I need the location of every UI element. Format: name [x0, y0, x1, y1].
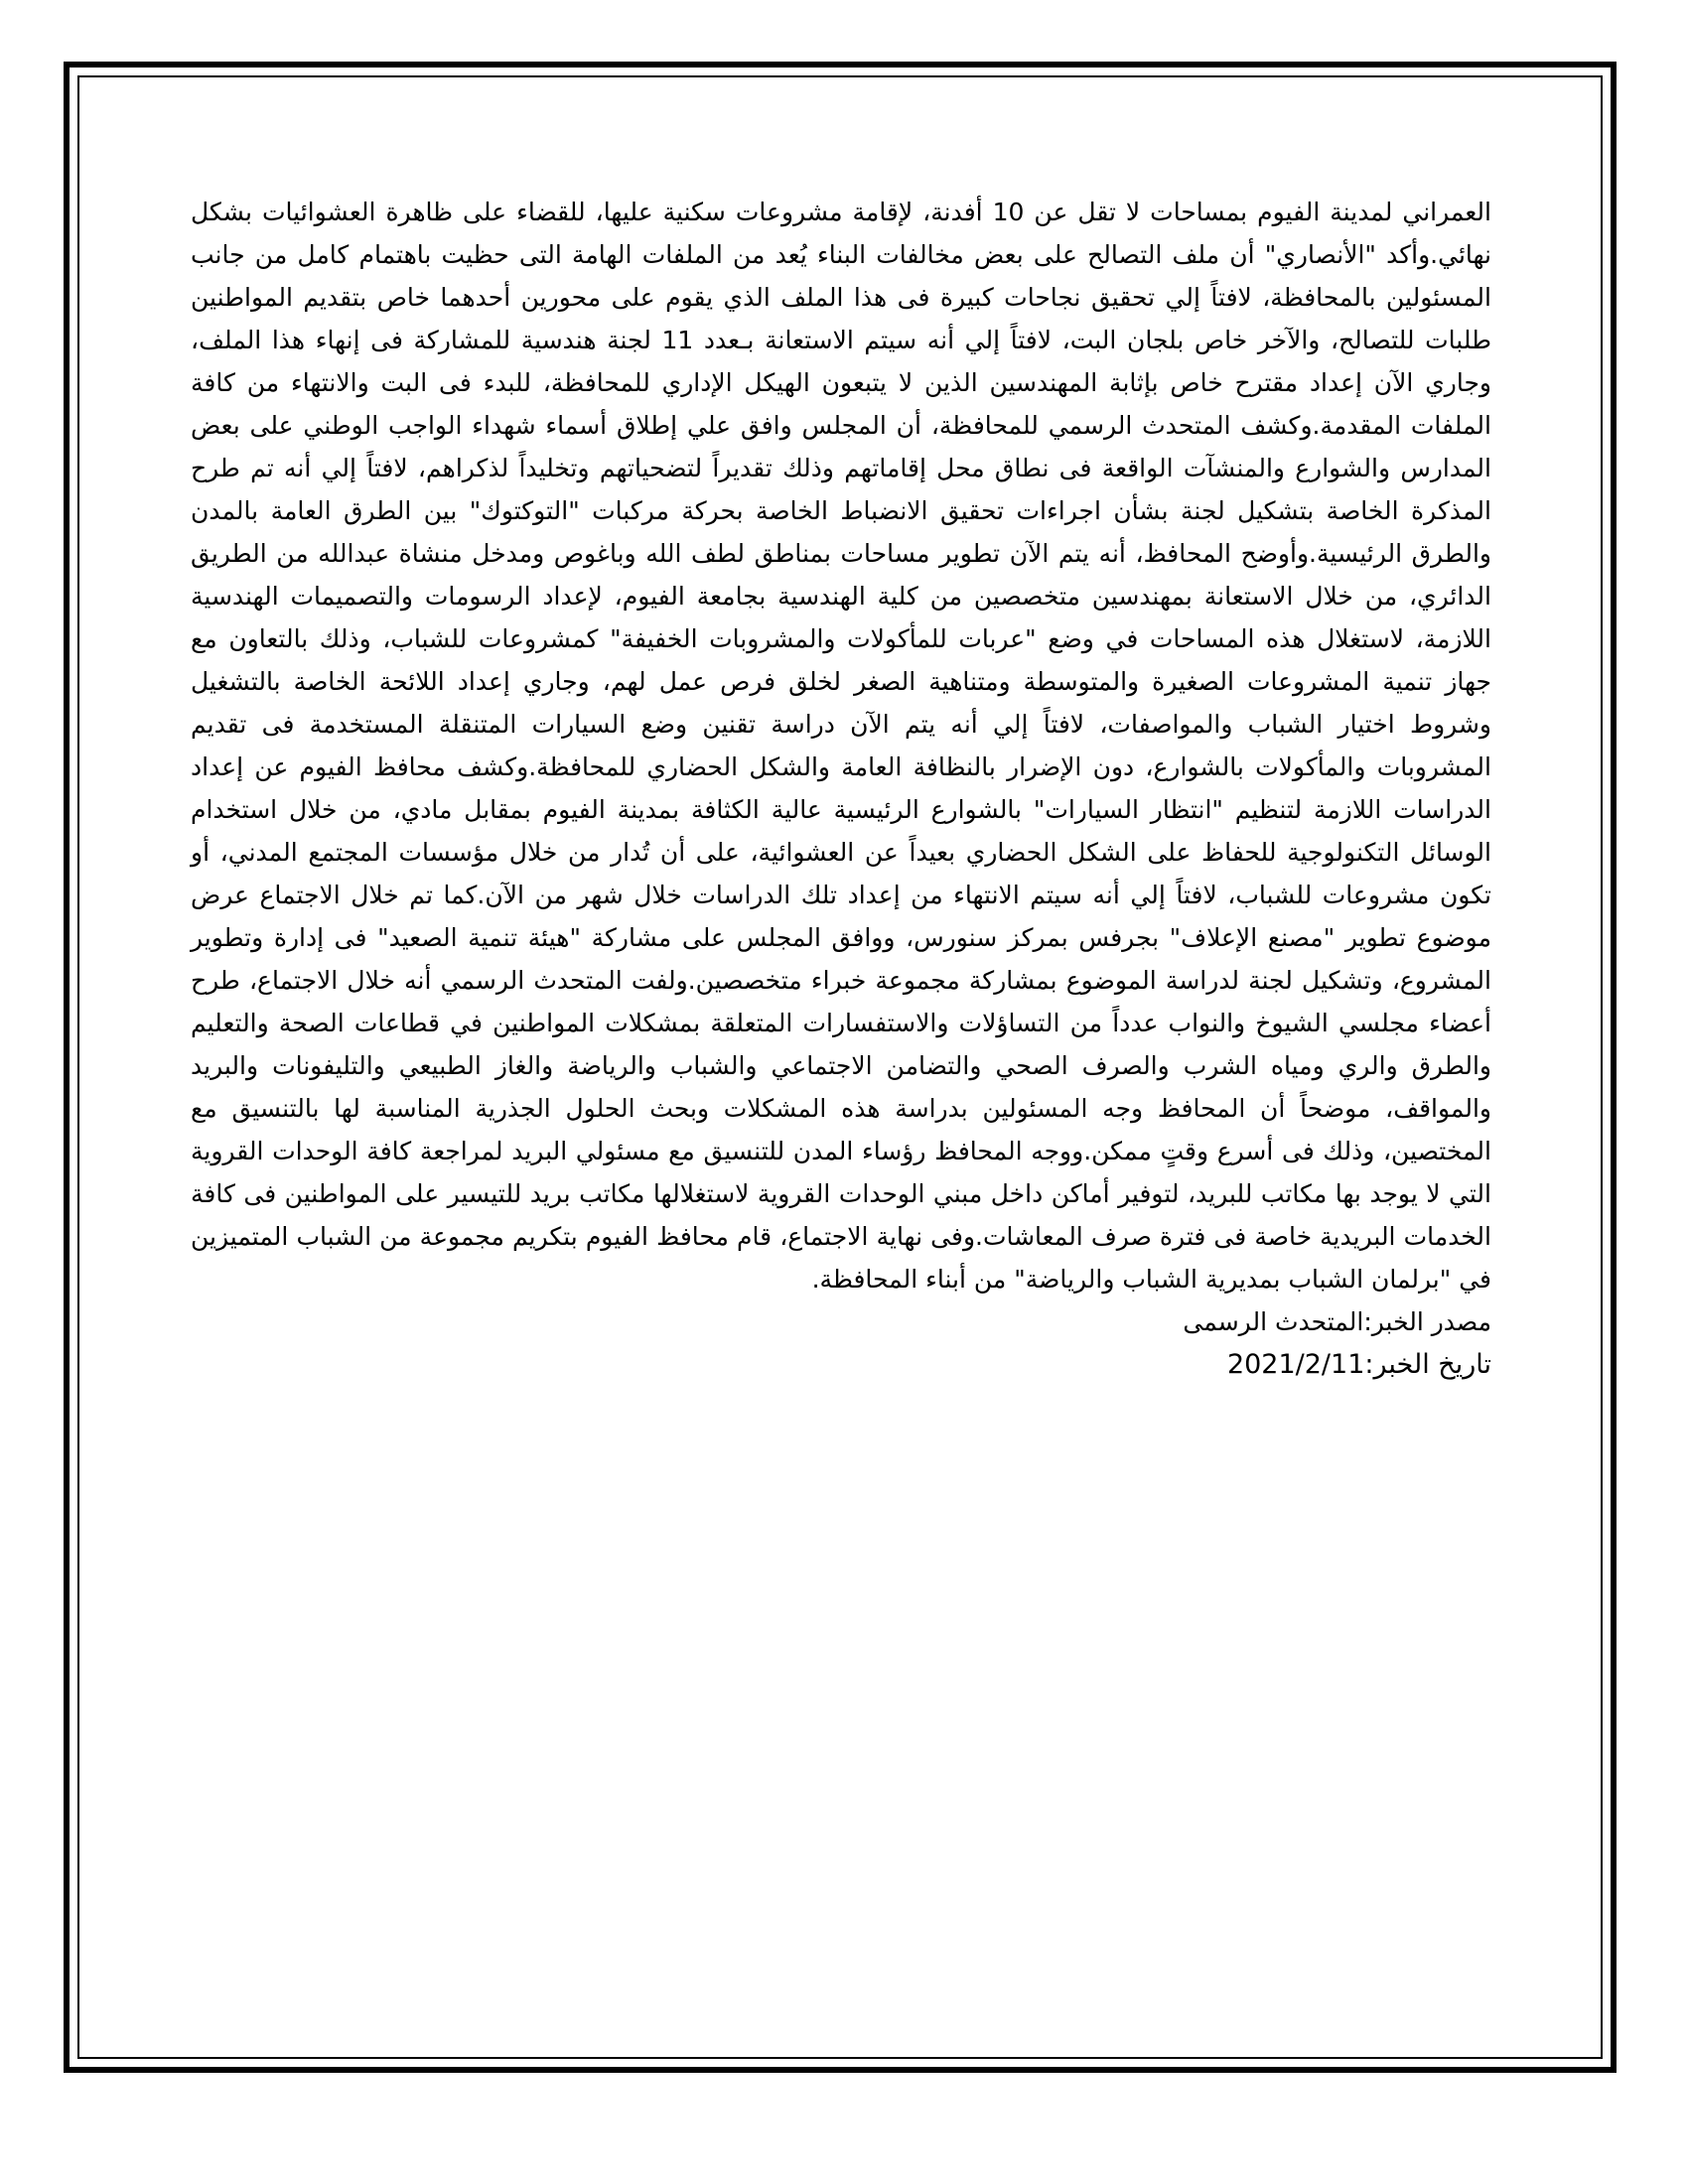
news-source-line: مصدر الخبر:المتحدث الرسمى — [1183, 1307, 1491, 1336]
document-content — [191, 191, 1491, 1386]
news-date-line: تاريخ الخبر:2021/2/11 — [1226, 1349, 1491, 1380]
news-body-paragraph: العمراني لمدينة الفيوم بمساحات لا تقل عن 10 أفدنة، لإقامة مشروعات سكنية عليها، للقضاء على ظاهرة العشوائيات بشكل نهائي.وأكد "الأنصاري" أن ملف التصالح على بعض مخالفات البناء يُعد من الملفات الهامة التى حظيت باهتمام كامل من جانب المسئولين بالمحافظة، لافتاً إلي تحقيق نجاحات كبيرة فى هذا الملف الذي يقوم على محورين أحدهما خاص بتقديم المواطنين طلبات للتصالح، والآخر خاص بلجان البت، لافتاً إلي أنه سيتم الاستعانة بـعدد 11 لجنة هندسية للمشاركة فى إنهاء هذا الملف، وجاري الآن إعداد مقترح خاص بإثابة المهندسين الذين لا يتبعون الهيكل الإداري للمحافظة، للبدء فى البت والانتهاء من كافة الملفات المقدمة.وكشف المتحدث الرسمي للمحافظة، أن المجلس وافق علي إطلاق أسماء شهداء الواجب الوطني على بعض المدارس والشوارع والمنشآت الواقعة فى نطاق محل إقاماتهم وذلك تقديراً لتضحياتهم وتخليداً لذكراهم، لافتاً إلي أنه تم طرح المذكرة الخاصة بتشكيل لجنة بشأن اجراءات تحقيق الانضباط الخاصة بحركة مركبات "التوكتوك" بين الطرق العامة بالمدن والطرق الرئيسية.وأوضح المحافظ، أنه يتم الآن تطوير مساحات بمناطق لطف الله وباغوص ومدخل منشاة عبدالله من الطريق الدائري، من خلال الاستعانة بمهندسين متخصصين من كلية الهندسية بجامعة الفيوم، لإعداد الرسومات والتصميمات الهندسية اللازمة، لاستغلال هذه المساحات في وضع "عربات للمأكولات والمشروبات الخفيفة" كمشروعات للشباب، وذلك بالتعاون مع جهاز تنمية المشروعات الصغيرة والمتوسطة ومتناهية الصغر لخلق فرص عمل لهم، وجاري إعداد اللائحة الخاصة بالتشغيل وشروط اختيار الشباب والمواصفات، لافتاً إلي أنه يتم الآن دراسة تقنين وضع السيارات المتنقلة المستخدمة فى تقديم المشروبات والمأكولات بالشوارع، دون الإضرار بالنظافة العامة والشكل الحضاري للمحافظة.وكشف محافظ الفيوم عن إعداد الدراسات اللازمة لتنظيم "انتظار السيارات" بالشوارع الرئيسية عالية الكثافة بمدينة الفيوم بمقابل مادي، من خلال استخدام الوسائل التكنولوجية للحفاظ على الشكل الحضاري بعيداً عن العشوائية، على أن تُدار من خلال مؤسسات المجتمع المدني، أو تكون مشروعات للشباب، لافتاً إلي أنه سيتم الانتهاء من إعداد تلك الدراسات خلال شهر من الآن.كما تم خلال الاجتماع عرض موضوع تطوير "مصنع الإعلاف" بجرفس بمركز سنورس، ووافق المجلس على مشاركة "هيئة تنمية الصعيد" فى إدارة وتطوير المشروع، وتشكيل لجنة لدراسة الموضوع بمشاركة مجموعة خبراء متخصصين.ولفت المتحدث الرسمي أنه خلال الاجتماع، طرح أعضاء مجلسي الشيوخ والنواب عدداً من التساؤلات والاستفسارات المتعلقة بمشكلات المواطنين في قطاعات الصحة والتعليم والطرق والري ومياه الشرب والصرف الصحي والتضامن الاجتماعي والشباب والرياضة والغاز الطبيعي والتليفونات والبريد والمواقف، موضحاً أن المحافظ وجه المسئولين بدراسة هذه المشكلات وبحث الحلول الجذرية المناسبة لها بالتنسيق مع المختصين، وذلك فى أسرع وقتٍ ممكن.ووجه المحافظ رؤساء المدن للتنسيق مع مسئولي البريد لمراجعة كافة الوحدات القروية التي لا يوجد بها مكاتب للبريد، لتوفير أماكن داخل مبني الوحدات القروية لاستغلالها مكاتب بريد للتيسير على المواطنين فى كافة الخدمات البريدية خاصة فى فترة صرف المعاشات.وفى نهاية الاجتماع، قام محافظ الفيوم بتكريم مجموعة من الشباب المتميزين في "برلمان الشباب بمديرية الشباب والرياضة" من أبناء المحافظة. — [191, 198, 1491, 1294]
